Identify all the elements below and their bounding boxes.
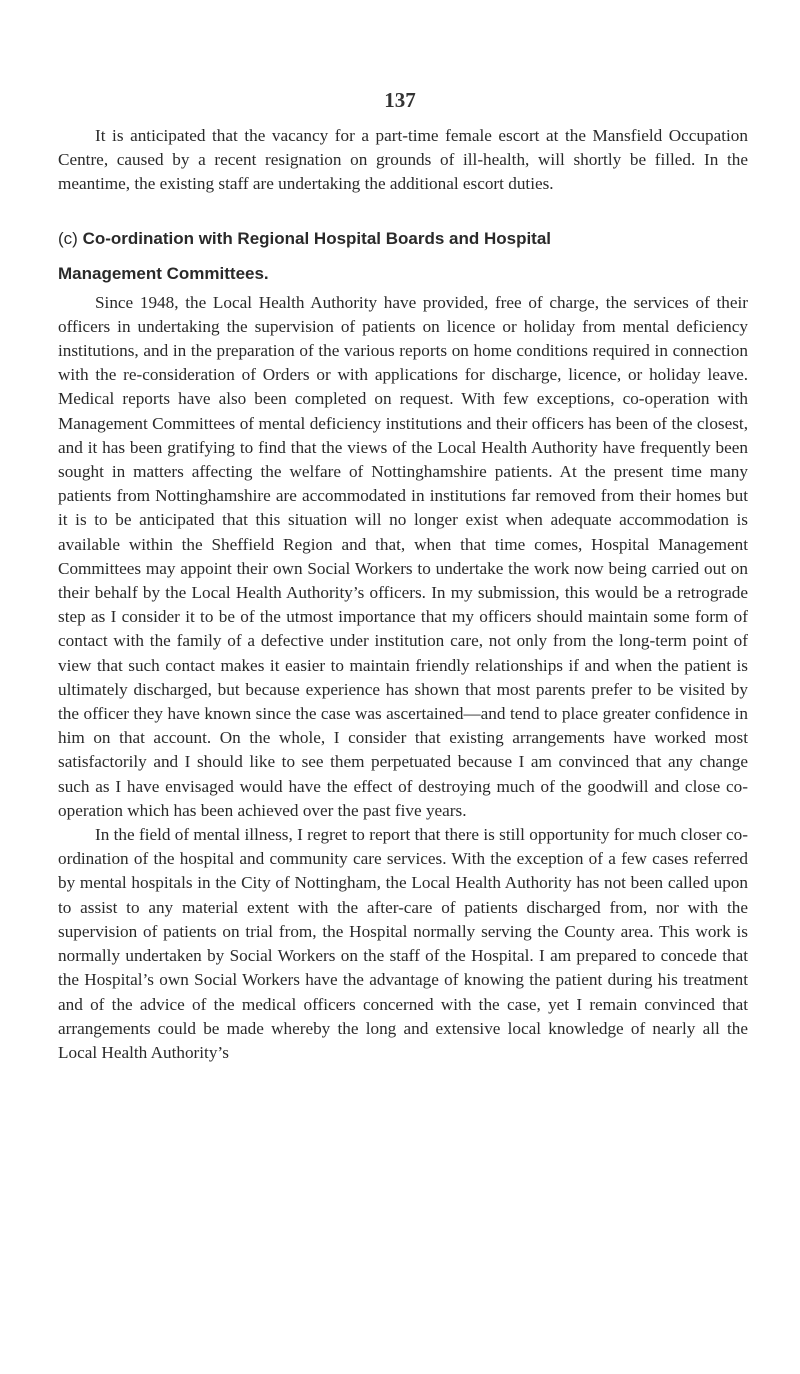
page-number: 137 <box>384 88 416 112</box>
coordination-paragraph: Since 1948, the Local Health Authority have provided, free of charge, the services of their officers in undertaking the supervision of patients on licence or holiday from mental deficiency institutions, and in the preparation of the various reports on home conditions required in connection with the re-consideration of Orders or with applications for discharge, licence, or holiday leave. Medical reports have also been completed on request. With few exceptions, co-operation with Management Committees of mental deficiency institutions and their officers has been of the closest, and it has been gratifying to find that the views of the Local Health Authority have frequently been sought in matters affecting the welfare of Nottinghamshire patients. At the present time many patients from Nottinghamshire are accommodated in institutions far removed from their homes but it is to be anticipated that this situation will no longer exist when adequate accommodation is available within the Sheffield Region and that, when that time comes, Hospital Management Committees may appoint their own Social Workers to undertake the work now being carried out on their behalf by the Local Health Authority’s officers. In my submission, this would be a retrograde step as I consider it to be of the utmost importance that my officers should maintain some form of contact with the family of a defective under institution care, not only from the long-term point of view that such contact makes it easier to maintain friendly relationships if and when the patient is ultimately discharged, but because experience has shown that most parents prefer to be visited by the officer they have known since the case was ascertained—and tend to place greater confidence in him on that account. On the whole, I consider that existing arrangements have worked most satisfactorily and I should like to see them perpetuated because I am convinced that any change such as I have envisaged would have the effect of destroying much of the goodwill and close co-operation which has been achieved over the past five years. <box>58 292 748 820</box>
section-heading-text1: Co-ordination with Regional Hospital Boards and Hospital <box>82 228 552 248</box>
section-heading-line1 <box>58 229 551 248</box>
intro-paragraph: It is anticipated that the vacancy for a part-time female escort at the Mansfield Occupation Centre, caused by a recent resignation on grounds of ill-health, will shortly be filled. In the meantime, the existing staff are undertaking the additional escort duties. <box>58 126 748 194</box>
section-heading-line2: Management Committees. <box>58 263 269 283</box>
page-body <box>58 124 748 1065</box>
section-heading <box>58 221 748 291</box>
section-label: (c) <box>58 228 78 248</box>
mental-illness-paragraph: In the field of mental illness, I regret to report that there is still opportunity for much closer co-ordination of the hospital and community care services. With the exception of a few cases referred by mental hospitals in the City of Nottingham, the Local Health Authority has not been called upon to assist to any material extent with the after-care of patients discharged from, nor with the supervision of patients on trial from, the Hospital normally serving the County area. This work is normally undertaken by Social Workers on the staff of the Hospital. I am prepared to concede that the Hospital’s own Social Workers have the advantage of knowing the patient during his treatment and of the advice of the medical officers concerned with the case, yet I remain convinced that arrangements could be made whereby the long and extensive local knowledge of nearly all the Local Health Authority’s <box>58 825 748 1062</box>
